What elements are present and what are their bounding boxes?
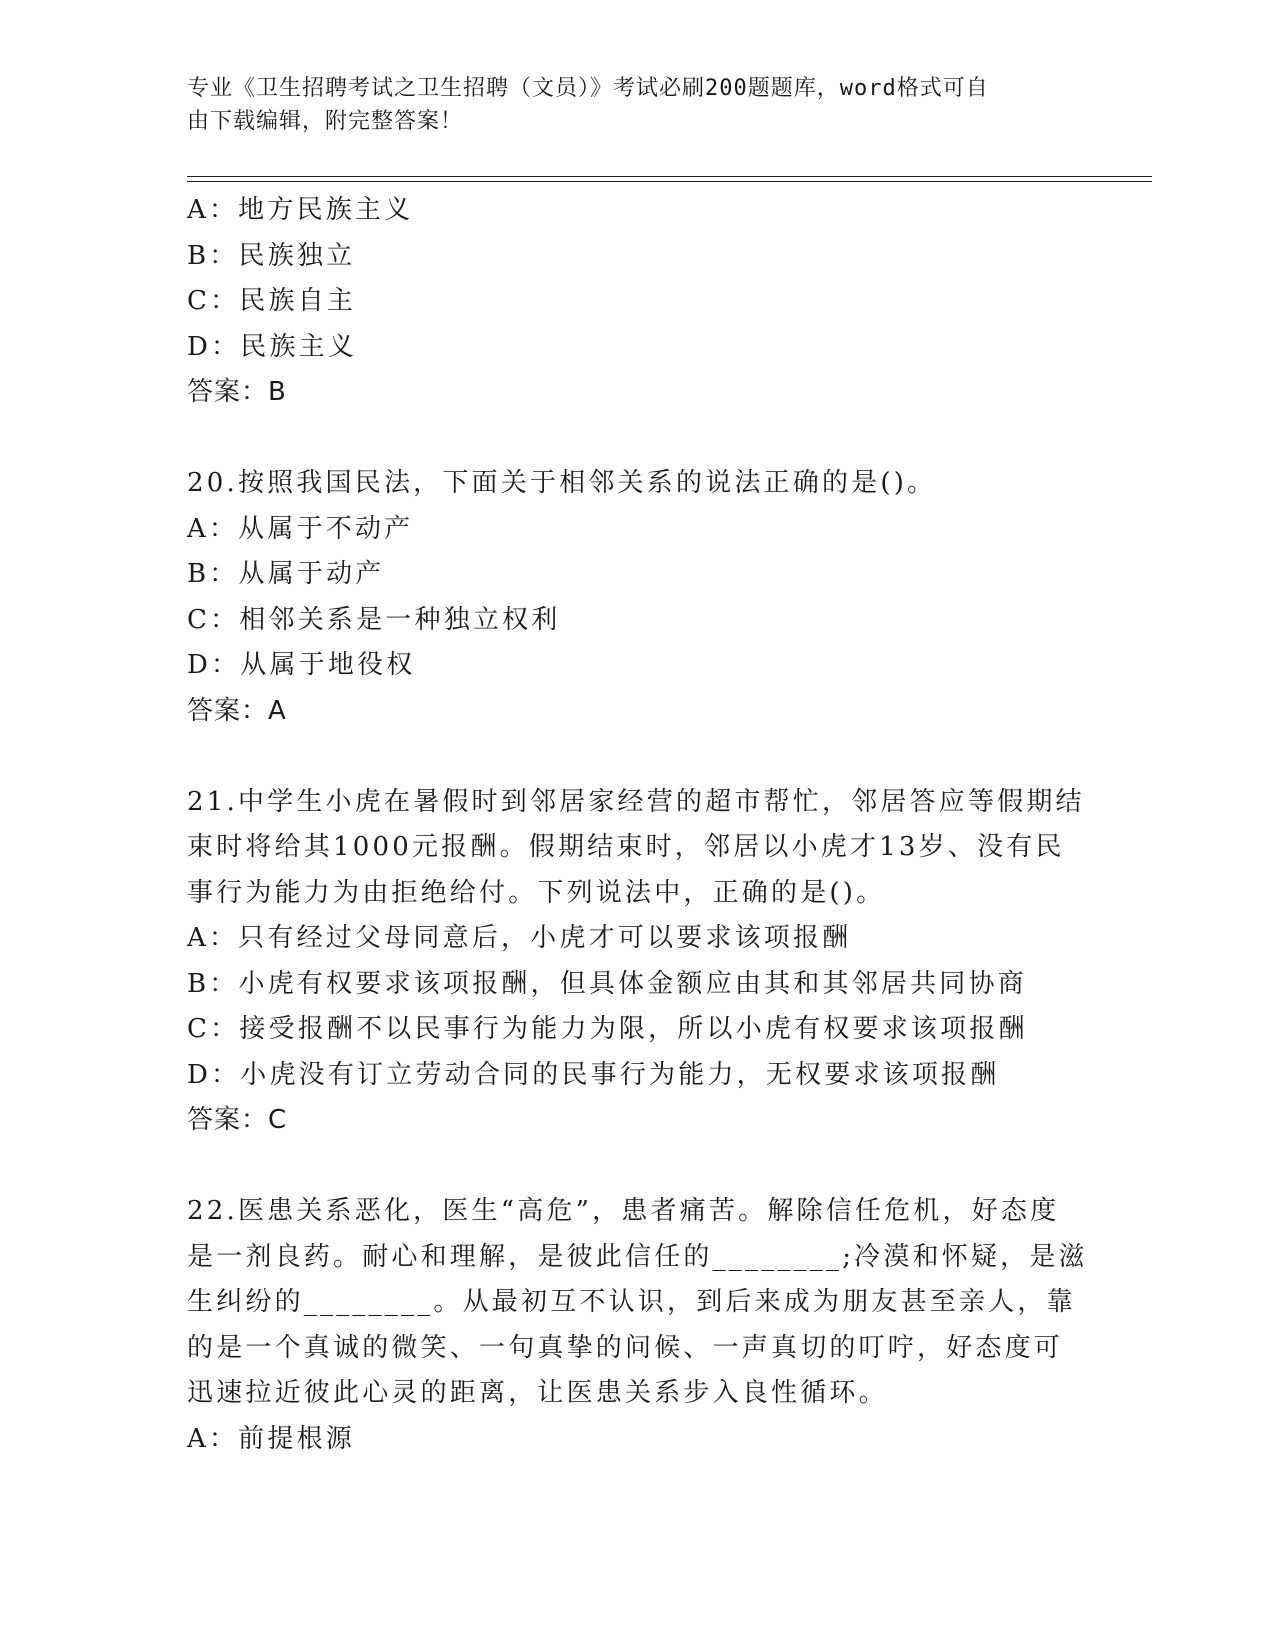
option-c: C：接受报酬不以民事行为能力为限，所以小虎有权要求该项报酬 — [187, 1014, 1028, 1044]
answer-line: 答案：A — [187, 695, 287, 726]
option-a: A：只有经过父母同意后，小虎才可以要求该项报酬 — [187, 923, 852, 953]
question-block-20 — [187, 461, 1087, 734]
question-stem: 生纠纷的________。从最初互不认识，到后来成为朋友甚至亲人，靠 — [187, 1287, 1076, 1317]
question-block-22 — [187, 1189, 1087, 1462]
header-divider-top — [187, 176, 1152, 177]
spacer — [187, 1144, 1087, 1190]
option-b: B：民族独立 — [187, 240, 356, 271]
question-stem: 迅速拉近彼此心灵的距离，让医患关系步入良性循环。 — [187, 1378, 888, 1408]
question-stem: 束时将给其1000元报酬。假期结束时，邻居以小虎才13岁、没有民 — [187, 832, 1065, 862]
document-header — [187, 72, 1067, 138]
question-stem: 21.中学生小虎在暑假时到邻居家经营的超市帮忙，邻居答应等假期结 — [187, 786, 1085, 817]
answer-line: 答案：C — [187, 1105, 288, 1135]
option-a: A：地方民族主义 — [187, 195, 414, 225]
option-a: A：从属于不动产 — [187, 513, 414, 544]
question-stem: 22.医患关系恶化，医生“高危”，患者痛苦。解除信任危机，好态度 — [187, 1196, 1060, 1226]
question-stem: 的是一个真诚的微笑、一句真挚的问候、一声真切的叮咛，好态度可 — [187, 1332, 1064, 1363]
option-d: D：小虎没有订立劳动合同的民事行为能力，无权要求该项报酬 — [187, 1059, 1000, 1090]
option-b: B：小虎有权要求该项报酬，但具体金额应由其和其邻居共同协商 — [187, 968, 1027, 999]
question-list — [187, 188, 1087, 1462]
spacer — [187, 734, 1087, 780]
question-stem: 20.按照我国民法，下面关于相邻关系的说法正确的是()。 — [187, 468, 937, 498]
header-line-2: 由下载编辑，附完整答案！ — [187, 109, 464, 134]
option-a: A：前提根源 — [187, 1423, 355, 1454]
option-d: D：从属于地役权 — [187, 650, 416, 680]
answer-line: 答案：B — [187, 377, 287, 407]
header-divider-bottom — [187, 181, 1152, 182]
question-block-19 — [187, 188, 1087, 416]
option-c: C：相邻关系是一种独立权利 — [187, 604, 561, 635]
spacer — [187, 416, 1087, 462]
question-block-21 — [187, 780, 1087, 1144]
question-stem: 是一剂良药。耐心和理解，是彼此信任的________;冷漠和怀疑，是滋 — [187, 1241, 1088, 1272]
header-line-1: 专业《卫生招聘考试之卫生招聘（文员）》考试必刷200题题库，word格式可自 — [187, 76, 989, 101]
option-c: C：民族自主 — [187, 286, 357, 316]
option-d: D：民族主义 — [187, 331, 358, 362]
question-stem: 事行为能力为由拒绝给付。下列说法中，正确的是()。 — [187, 877, 886, 908]
option-b: B：从属于动产 — [187, 559, 385, 589]
